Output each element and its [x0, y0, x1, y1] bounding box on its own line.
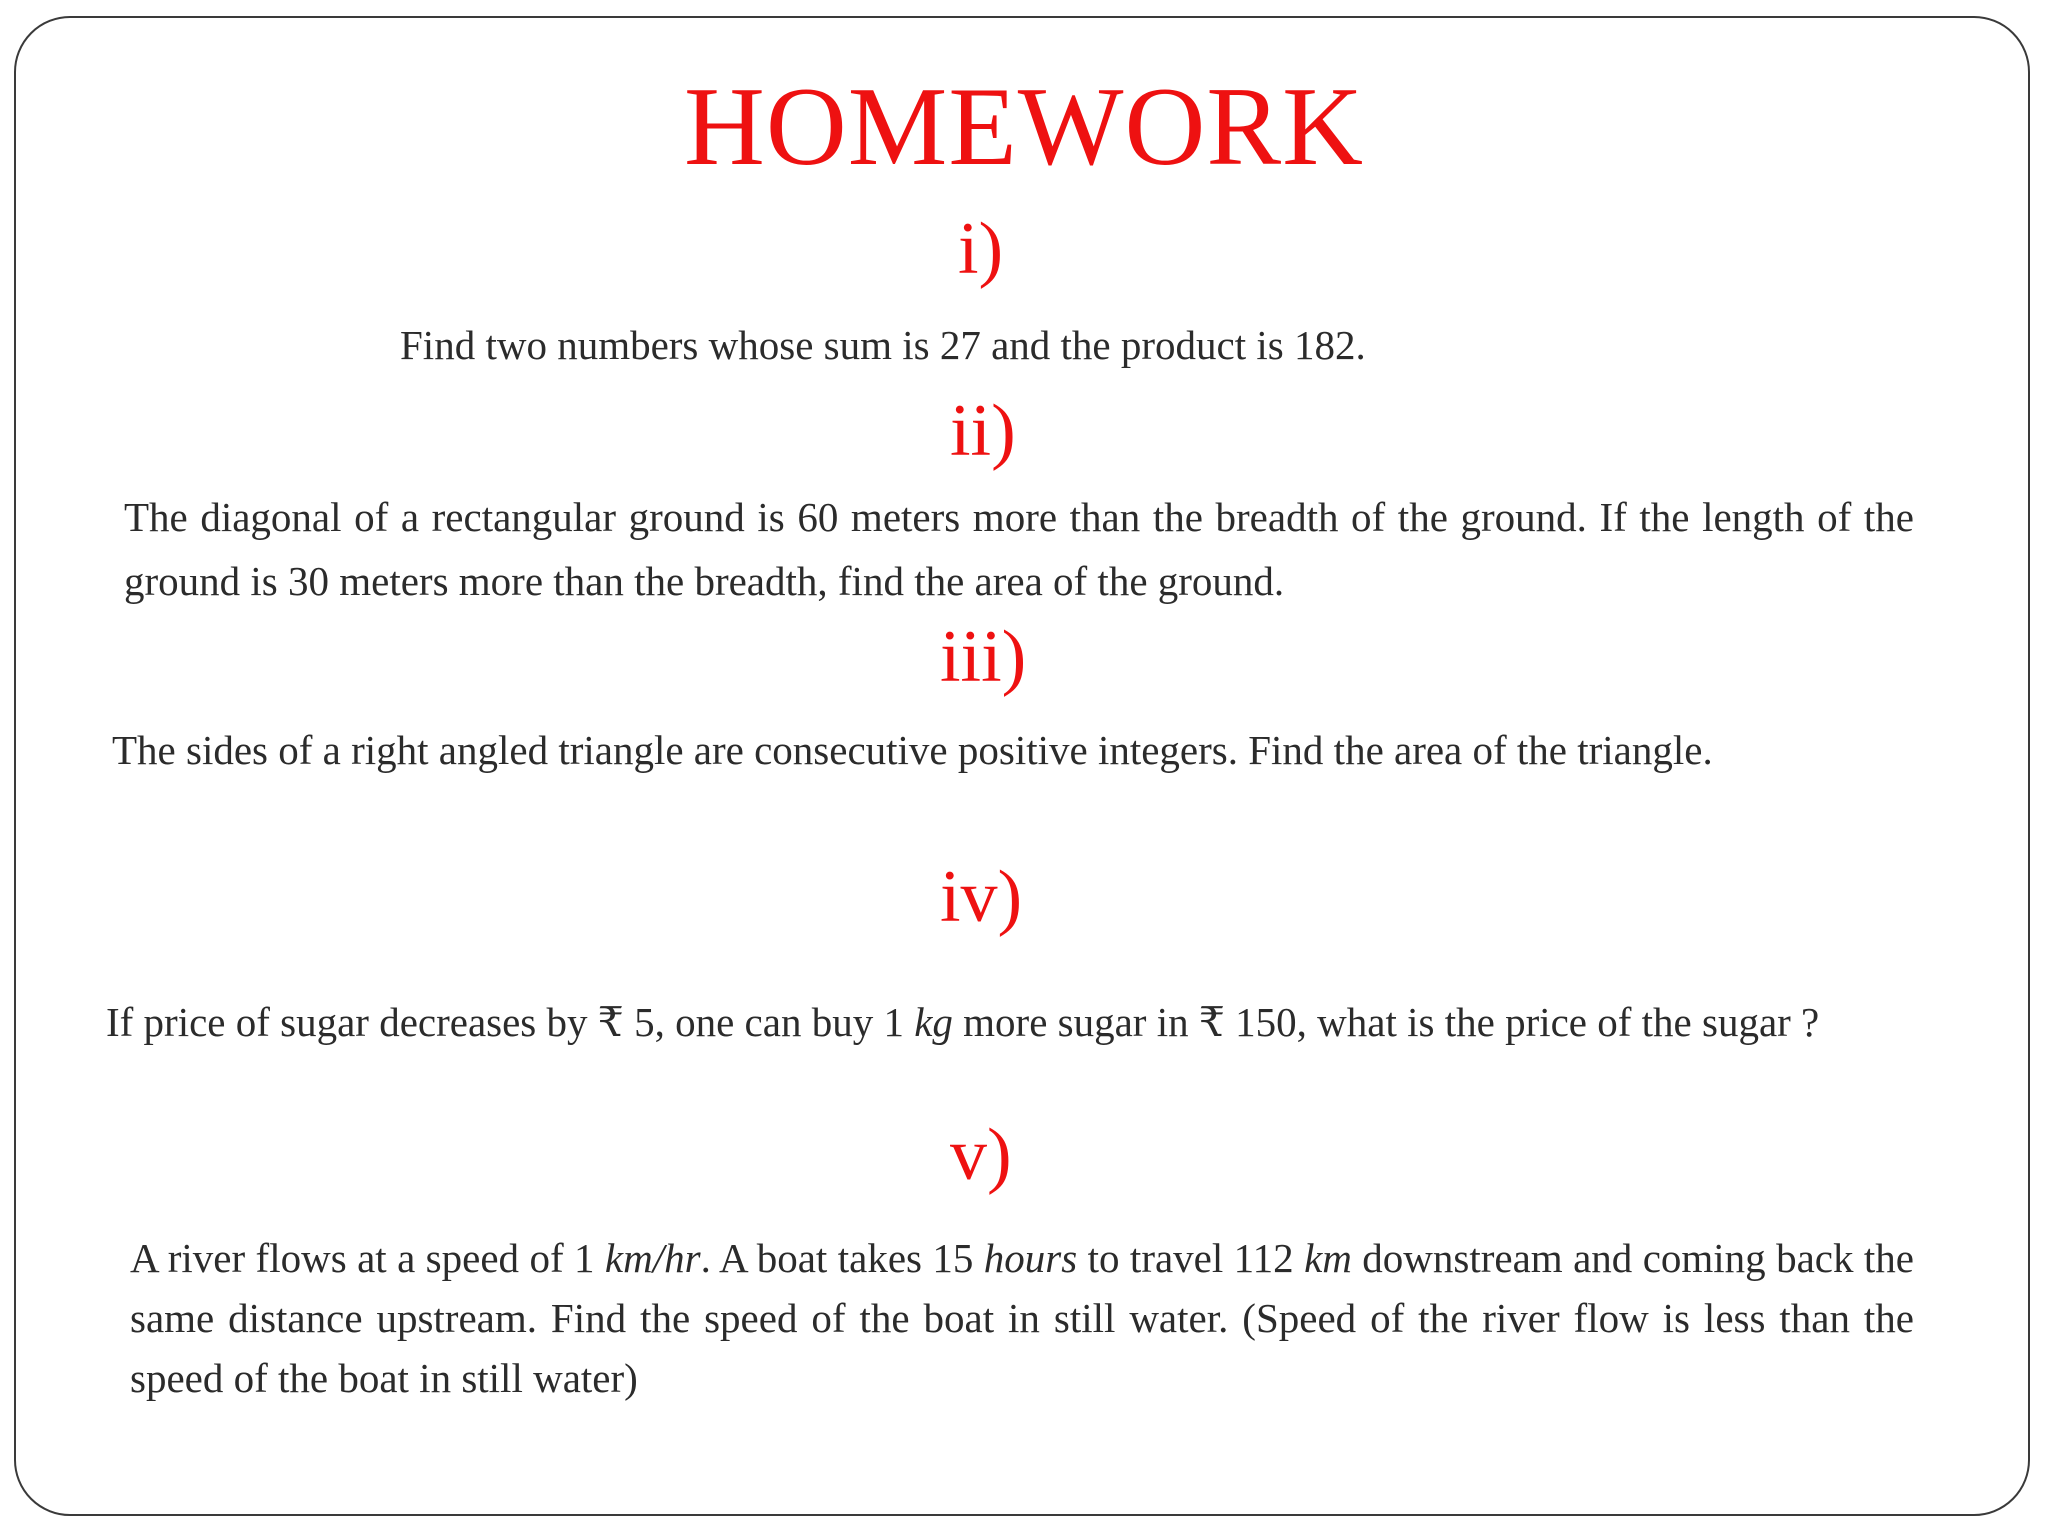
question-text-5: [130, 1228, 1914, 1408]
question-number-3: iii): [940, 616, 1027, 698]
question-number-4: iv): [940, 856, 1023, 938]
question-number-5: v): [950, 1114, 1012, 1196]
question-text-5-part-c: . A boat takes 15: [700, 1235, 984, 1281]
question-text-5-unit-hours: hours: [983, 1235, 1078, 1281]
question-text-3: The sides of a right angled triangle are consecutive positive integers. Find the area of the triangle.: [112, 727, 1713, 773]
question-text-4-unit-kg: kg: [914, 999, 953, 1045]
question-text-5-unit-speed: km/hr: [604, 1235, 701, 1281]
question-text-4-part-a: If price of sugar decreases by ₹ 5, one can buy 1: [106, 999, 915, 1045]
question-number-2: ii): [950, 390, 1016, 472]
question-text-1: Find two numbers whose sum is 27 and the product is 182.: [400, 322, 1366, 368]
slide-title: HOMEWORK: [684, 65, 1364, 189]
question-number-1: i): [958, 208, 1004, 290]
question-text-5-part-e: to travel 112: [1077, 1235, 1305, 1281]
question-text-5-unit-km: km: [1304, 1235, 1352, 1281]
question-text-4: [106, 990, 1936, 1054]
question-text-4-part-c: more sugar in ₹ 150, what is the price of the sugar ?: [952, 999, 1820, 1045]
question-text-5-part-g: downstream and coming back the same distance upstream. Find the speed of the boat in still water. (Speed of the river flow is less than the speed of the boat in still water): [130, 1235, 1914, 1401]
question-text-5-part-a: A river flows at a speed of 1: [130, 1235, 605, 1281]
question-text-2: The diagonal of a rectangular ground is 60 meters more than the breadth of the ground. If the length of the ground is 30 meters more than the breadth, find the area of the ground.: [124, 494, 1914, 604]
